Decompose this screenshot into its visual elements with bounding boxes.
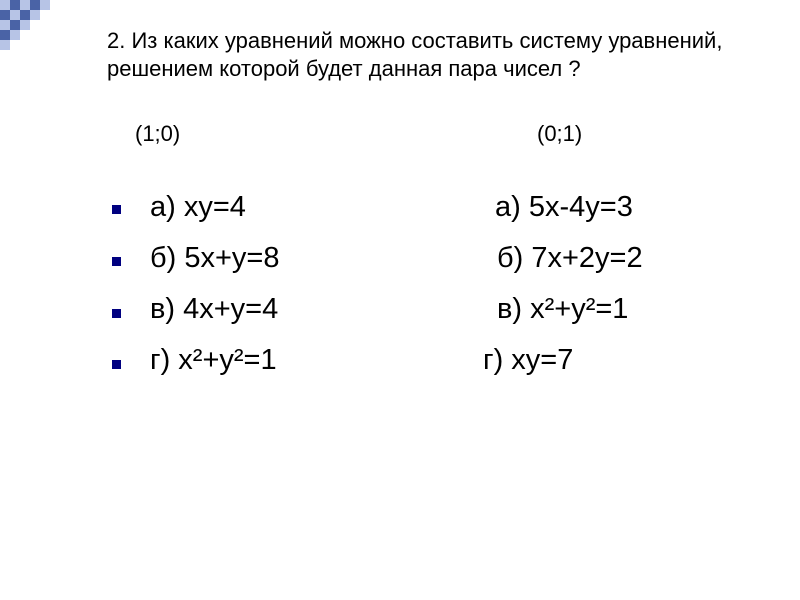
left-equation-d: г) x²+y²=1 — [150, 344, 277, 376]
corner-decoration-icon — [0, 0, 60, 50]
right-equation-b: б) 7x+2y=2 — [497, 242, 643, 274]
bullet-icon — [112, 257, 121, 266]
right-equation-a: а) 5x-4y=3 — [495, 191, 633, 223]
left-equation-a: а) xy=4 — [150, 191, 246, 223]
question-text: 2. Из каких уравнений можно составить систему уравнений, решением которой будет данная пара чисел ? — [107, 28, 723, 81]
left-equation-b: б) 5x+y=8 — [150, 242, 280, 274]
pair-left: (1;0) — [135, 121, 181, 146]
pair-right: (0;1) — [537, 121, 583, 146]
left-equation-c: в) 4x+y=4 — [150, 293, 279, 325]
right-equation-d: г) xy=7 — [483, 344, 574, 376]
bullet-icon — [112, 205, 121, 214]
bullet-icon — [112, 360, 121, 369]
bullet-icon — [112, 309, 121, 318]
right-equation-c: в) x²+y²=1 — [497, 293, 629, 325]
